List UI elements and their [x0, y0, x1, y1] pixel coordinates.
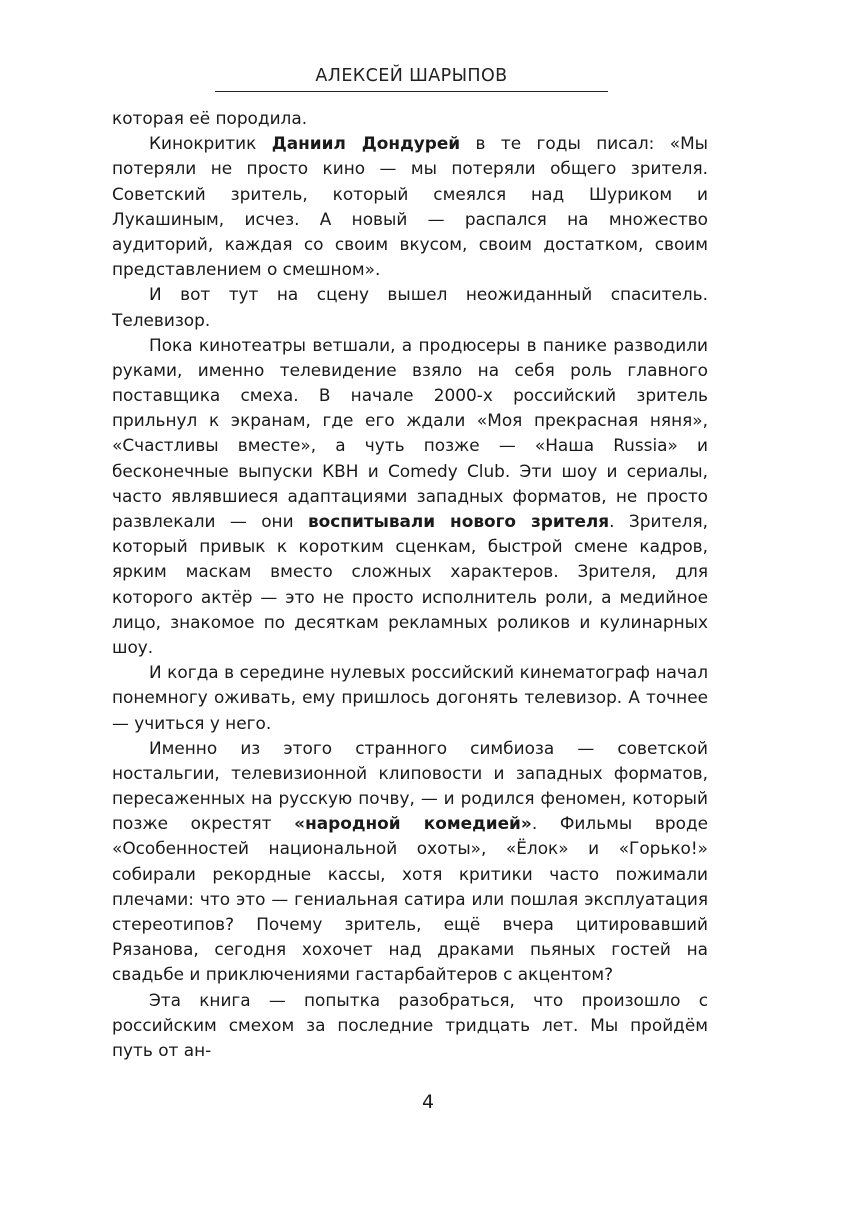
text-run: И когда в середине нулевых российский кинематограф начал понемногу оживать, ему пришлось догонять телевизор. А точнее — учиться у него.: [112, 662, 708, 733]
text-run: Именно из этого странного симбиоза — советской ностальгии, телевизионной клиповости и западных форматов, пересаженных на русскую почву, — и родился феномен, который позже окрестят: [112, 737, 708, 834]
header-rule: [215, 91, 608, 92]
paragraph: [112, 333, 708, 660]
page-body-text: [112, 106, 708, 1063]
bold-phrase: воспитывали нового зрителя: [307, 511, 610, 531]
paragraph: [112, 660, 708, 736]
text-run: . Зрителя, который привык к коротким сценкам, быстрой смене кадров, ярким маскам вместо сложных характеров. Зрителя, для которого актёр — это не просто исполнитель роли, а медийное лицо, знакомое по десяткам рекламных роликов и кулинарных шоу.: [112, 511, 709, 657]
text-run: которая её породила.: [112, 108, 308, 128]
text-run: . Фильмы вроде «Особенностей национальной охоты», «Ёлок» и «Горько!» собирали рекордные кассы, хотя критики часто пожимали плечами: что это — гениальная сатира или пошлая эксплуатация стереотипов? Почему зритель, ещё вчера цитировавший Рязанова, сегодня хохочет над драками пьяных гостей на свадьбе и приключениями гастарбайтеров с акцентом?: [112, 813, 709, 985]
page-number: 4: [421, 1091, 435, 1113]
paragraph: [112, 282, 708, 332]
paragraph: [112, 736, 708, 988]
paragraph: [112, 988, 708, 1064]
bold-name: Даниил Дондурей: [271, 133, 461, 154]
text-run: Пока кинотеатры ветшали, а продюсеры в панике разводили руками, именно телевидение взяло на себя роль главного поставщика смеха. В начале 2000-х российский зритель прильнул к экранам, где его ждали «Моя прекрасная няня», «Счастливы вместе», а чуть позже — «Наша Russia» и бесконечные выпуски КВН и Comedy Club. Эти шоу и сериалы, часто являвшиеся адаптациями западных форматов, не просто развлекали — они: [112, 334, 708, 531]
running-header-author: АЛЕКСЕЙ ШАРЫПОВ: [315, 66, 508, 86]
text-run: Кинокритик: [149, 133, 272, 154]
text-run: Эта книга — попытка разобраться, что произошло с российским смехом за последние тридцать лет. Мы пройдём путь от ан-: [112, 989, 708, 1060]
text-run: в те годы писал: «Мы потеряли не просто кино — мы потеряли общего зрителя. Советский зритель, который смеялся над Шуриком и Лукашиным, исчез. А новый — распался на множество аудиторий, каждая со своим вкусом, своим достатком, своим представлением о смешном».: [112, 133, 708, 280]
paragraph: [112, 106, 708, 131]
paragraph: [112, 131, 708, 282]
bold-phrase: «народной комедией»: [294, 813, 532, 834]
text-run: И вот тут на сцену вышел неожиданный спаситель. Телевизор.: [112, 284, 708, 330]
